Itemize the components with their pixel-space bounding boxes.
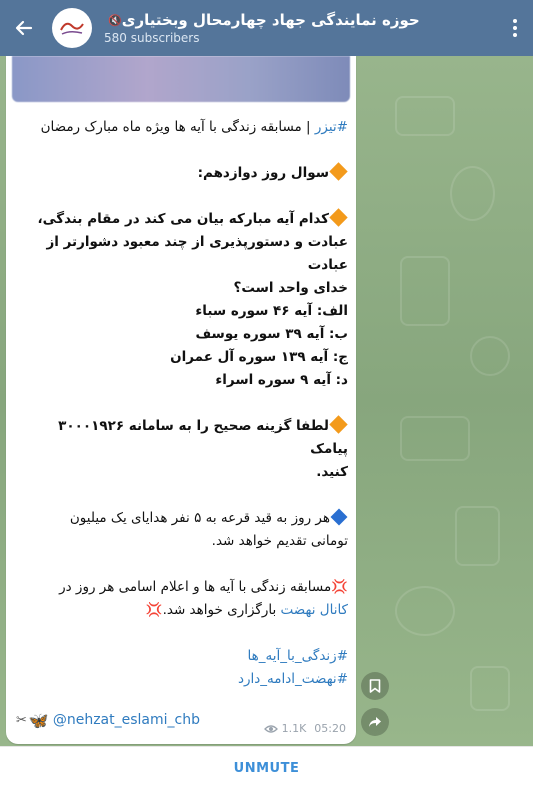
anger-symbol-icon: 💢 bbox=[145, 602, 163, 618]
channel-post-bubble[interactable] bbox=[6, 56, 356, 744]
share-post-button[interactable] bbox=[361, 708, 389, 736]
post-line: بارگزاری خواهد شد. bbox=[162, 602, 281, 618]
answer-option-d: د: آیه ۹ سوره اسراء bbox=[215, 372, 348, 388]
answer-option-c: ج: آیه ۱۳۹ سوره آل عمران bbox=[170, 349, 348, 365]
post-line: سوال روز دوازدهم: bbox=[197, 165, 329, 181]
post-signature bbox=[16, 708, 236, 732]
orange-diamond-icon bbox=[329, 415, 347, 433]
bookmark-icon bbox=[369, 679, 381, 693]
header-titles[interactable] bbox=[92, 11, 497, 45]
channel-header bbox=[0, 0, 533, 56]
scissors-icon: ✂ bbox=[16, 712, 27, 728]
eye-icon bbox=[264, 724, 278, 734]
post-meta bbox=[264, 722, 346, 735]
channel-avatar[interactable] bbox=[52, 8, 92, 48]
more-menu-button[interactable] bbox=[497, 0, 533, 56]
bottom-action-bar bbox=[0, 746, 533, 790]
post-line: کنید. bbox=[316, 464, 348, 480]
back-button[interactable] bbox=[0, 0, 48, 56]
channel-title: حوزه نمایندگی جهاد چهارمحال وبختیاری bbox=[121, 11, 420, 29]
subscriber-count: 580 subscribers bbox=[104, 31, 200, 45]
post-line: کدام آیه مبارکه بیان می کند در مقام بندگی، bbox=[37, 211, 329, 227]
post-line: تومانی تقدیم خواهد شد. bbox=[211, 533, 348, 549]
hashtag-teaser[interactable]: #تیزر bbox=[314, 119, 348, 135]
post-media-image[interactable] bbox=[12, 56, 350, 102]
post-time: 05:20 bbox=[314, 722, 346, 735]
orange-diamond-icon bbox=[329, 208, 347, 226]
anger-symbol-icon: 💢 bbox=[331, 579, 348, 595]
post-line: لطفا گزینه صحیح را به سامانه ۳۰۰۰۱۹۲۶ پیامک bbox=[58, 418, 348, 457]
volume-off-icon: 🔇 bbox=[108, 13, 122, 27]
channel-link[interactable]: کانال نهضت bbox=[280, 602, 348, 618]
orange-diamond-icon bbox=[329, 162, 347, 180]
post-line: | مسابقه زندگی با آیه ها ویژه ماه مبارک رمضان bbox=[40, 119, 315, 135]
channel-logo-icon bbox=[52, 8, 92, 48]
hashtag-link[interactable]: #نهضت_ادامه_دارد bbox=[237, 671, 348, 687]
blue-diamond-icon bbox=[331, 509, 348, 526]
answer-option-a: الف: آیه ۴۶ سوره سباء bbox=[195, 303, 348, 319]
share-arrow-icon bbox=[368, 716, 382, 728]
post-text bbox=[18, 116, 348, 691]
save-post-button[interactable] bbox=[361, 672, 389, 700]
hashtag-link[interactable]: #زندگی_با_آیه_ها bbox=[247, 648, 348, 664]
post-line: عبادت و دستورپذیری از چند معبود دشوارتر از عبادت bbox=[46, 234, 348, 273]
view-count: 1.1K bbox=[281, 722, 307, 735]
unmute-button[interactable]: UNMUTE bbox=[233, 761, 300, 776]
post-line: هر روز به قید قرعه به ۵ نفر هدایای یک میلیون bbox=[69, 510, 330, 526]
post-line: مسابقه زندگی با آیه ها و اعلام اسامی هر روز در bbox=[59, 579, 332, 595]
butterfly-icon: 🦋 bbox=[28, 710, 49, 730]
arrow-left-icon bbox=[14, 18, 34, 38]
answer-option-b: ب: آیه ۳۹ سوره یوسف bbox=[195, 326, 348, 342]
more-vertical-icon bbox=[512, 18, 518, 38]
signature-link[interactable]: @nehzat_eslami_chb bbox=[52, 712, 200, 728]
post-line: خدای واحد است؟ bbox=[233, 280, 348, 296]
